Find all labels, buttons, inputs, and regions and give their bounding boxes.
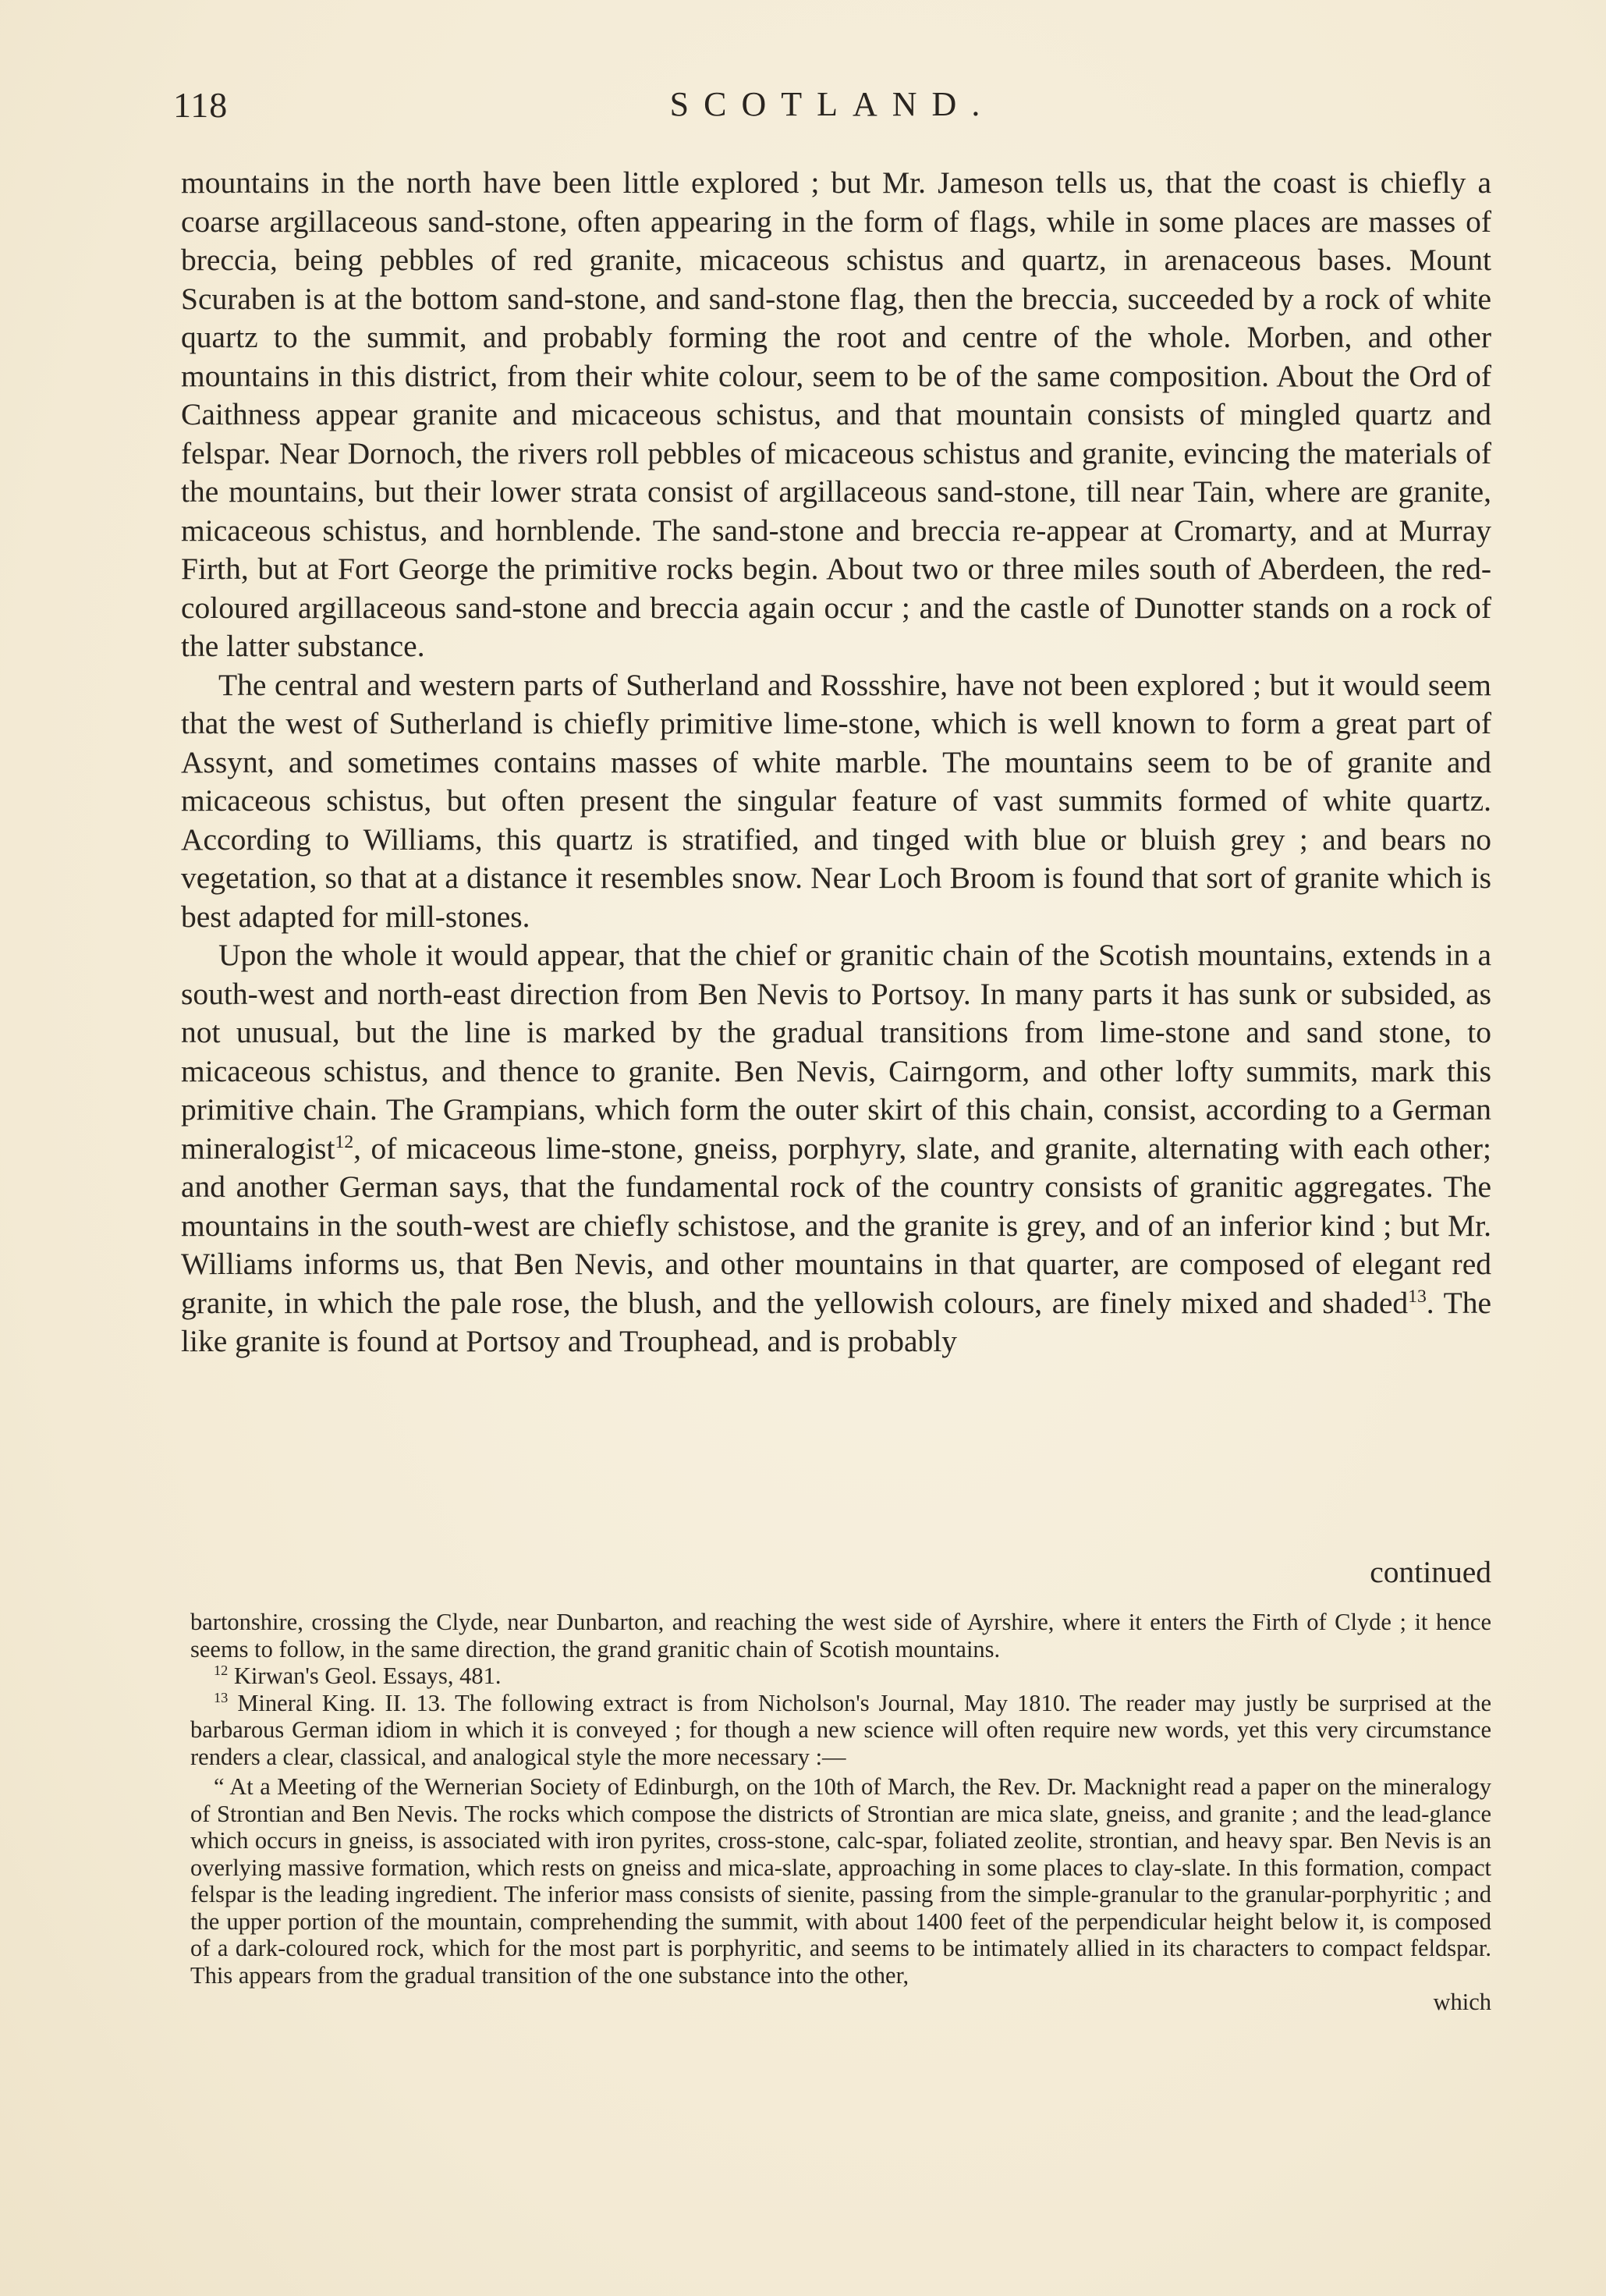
- footnote-13-mark: 13: [214, 1689, 229, 1705]
- footnote-12: [190, 1663, 1491, 1690]
- footnote-13-text: Mineral King. II. 13. The following extract is from Nicholson's Journal, May 1810. The reader may justly be surprised at the barbarous German idiom in which it is conveyed ; for though a new science will often require new words, yet this very circumstance renders a clear, classical, and analogical style the more necessary :—: [190, 1689, 1492, 1770]
- paragraph-1: mountains in the north have been little explored ; but Mr. Jameson tells us, that the coast is chiefly a coarse argillaceous sand-stone, often appearing in the form of flags, while in some places are masses of breccia, being pebbles of red granite, micaceous schistus and quartz, in arenaceous bases. Mount Scuraben is at the bottom sand-stone, and sand-stone flag, then the breccia, succeeded by a rock of white quartz to the summit, and probably forming the root and centre of the whole. Morben, and other mountains in this district, from their white colour, seem to be of the same composition. About the Ord of Caithness appear granite and micaceous schistus, and that mountain consists of mingled quartz and felspar. Near Dornoch, the rivers roll pebbles of micaceous schistus and granite, evincing the materials of the mountains, but their lower strata consist of argillaceous sand-stone, till near Tain, where are granite, micaceous schistus, and hornblende. The sand-stone and breccia re-appear at Cromarty, and at Murray Firth, but at Fort George the primitive rocks begin. About two or three miles south of Aberdeen, the red-coloured argillaceous sand-stone and breccia again occur ; and the castle of Dunotter stands on a rock of the latter substance.: [181, 165, 1491, 663]
- main-text: [181, 164, 1491, 1361]
- footnote-13: [190, 1690, 1491, 1771]
- footnote-12-text: Kirwan's Geol. Essays, 481.: [233, 1663, 502, 1689]
- paragraph-3-part-1: Upon the whole it would appear, that the chief or granitic chain of the Scotish mountains, extends in a south-west and north-east direction from Ben Nevis to Portsoy. In many parts it has sunk or subsided, as not unusual, but the line is marked by the gradual transitions from lime-stone and sand stone, to micaceous schistus, and thence to granite. Ben Nevis, Cairngorm, and other lofty summits, mark this primitive chain. The Grampians, which form the outer skirt of this chain, consist, according to a German mineralogist: [181, 938, 1491, 1166]
- footnote-12-mark: 12: [214, 1662, 229, 1678]
- catchword: continued: [1370, 1555, 1491, 1589]
- footnote-continuation: bartonshire, crossing the Clyde, near Dunbarton, and reaching the west side of Ayrshire, where it enters the Firth of Clyde ; it hence seems to follow, in the same direction, the grand granitic chain of Scotish mountains.: [190, 1609, 1491, 1663]
- footnote-catchword: which: [1433, 1989, 1491, 2015]
- paragraph-3: [181, 936, 1491, 1361]
- footnote-ref-13: 13: [1408, 1286, 1427, 1307]
- page-number: 118: [173, 85, 229, 125]
- running-title: SCOTLAND.: [669, 85, 995, 123]
- paragraph-2: The central and western parts of Sutherland and Rossshire, have not been explored ; but it would seem that the west of Sutherland is chiefly primitive lime-stone, which is well known to form a great part of Assynt, and sometimes contains masses of white marble. The mountains seem to be of granite and micaceous schistus, but often present the singular feature of vast summits formed of white quartz. According to Williams, this quartz is stratified, and tinged with blue or bluish grey ; and bears no vegetation, so that at a distance it resembles snow. Near Loch Broom is found that sort of granite which is best adapted for mill-stones.: [181, 667, 1491, 934]
- footnote-quote: “ At a Meeting of the Wernerian Society of Edinburgh, on the 10th of March, the Rev. Dr. Macknight read a paper on the mineralogy of Strontian and Ben Nevis. The rocks which compose the districts of Strontian are mica slate, gneiss, and granite ; and the lead-glance which occurs in gneiss, is associated with iron pyrites, cross-stone, calc-spar, foliated zeolite, strontian, and heavy spar. Ben Nevis is an overlying massive formation, which rests on gneiss and mica-slate, approaching in some places to clay-slate. In this formation, compact felspar is the leading ingredient. The inferior mass consists of sienite, passing from the simple-granular to the granular-porphyritic ; and the upper portion of the mountain, comprehending the summit, with about 1400 feet of the perpendicular height below it, is composed of a dark-coloured rock, which for the most part is porphyritic, and seems to be intimately allied in its characters to compact feldspar. This appears from the gradual transition of the one substance into the other,: [190, 1773, 1491, 1989]
- footnotes: [190, 1609, 1491, 2016]
- page-header: [173, 84, 1491, 131]
- paragraph-3-part-2: , of micaceous lime-stone, gneiss, porphyry, slate, and granite, alternating with each other; and another German says, that the fundamental rock of the country consists of granitic aggregates. The mountains in the south-west are chiefly schistose, and the granite is grey, and of an inferior kind ; but Mr. Williams informs us, that Ben Nevis, and other mountains in that quarter, are composed of elegant red granite, in which the pale rose, the blush, and the yellowish colours, are finely mixed and shaded: [181, 1130, 1491, 1320]
- paragraph-3-part-3: . The like granite is found at Portsoy and Trouphead, and is probably: [181, 1285, 1491, 1358]
- footnote-ref-12: 12: [335, 1131, 354, 1152]
